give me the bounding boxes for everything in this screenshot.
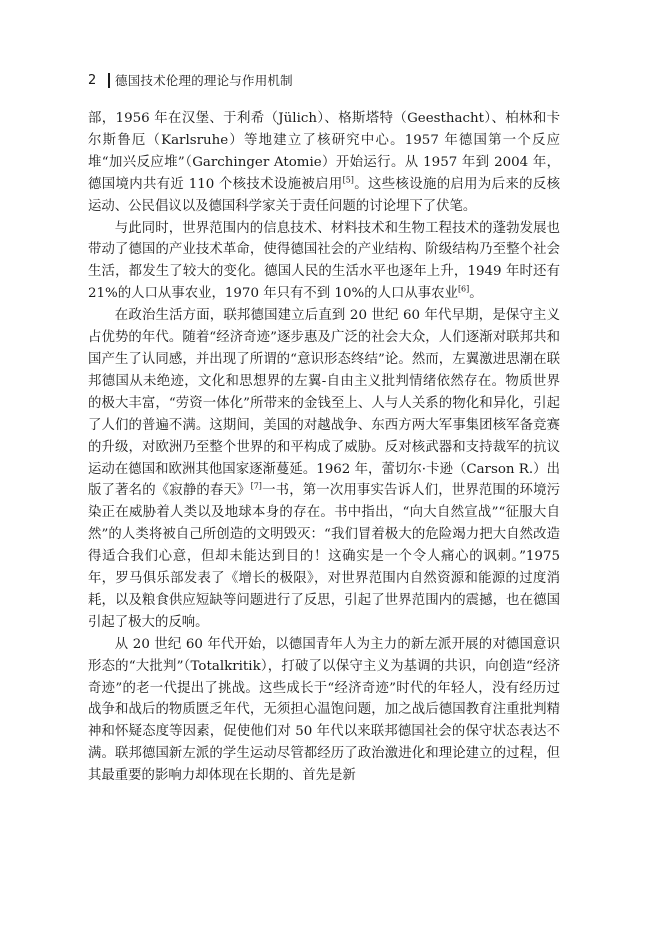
- header-divider: [108, 73, 110, 88]
- paragraph-text: 在政治生活方面，联邦德国建立后直到 20 世纪 60 年代早期，是保守主义占优势的年代。随着“经济奇迹”逐步惠及广泛的社会大众，人们逐渐对联邦共和国产生了认同感，并出现了所谓的“意识形态终结”论。然而，左翼激进思潮在联邦德国从未绝迹，文化和思想界的左翼-自由主义批判情绪依然存在。物质世界的极大丰富，“劳资一体化”所带来的金钱至上、人与人关系的物化和异化，引起了人们的普遍不满。这期间，美国的对越战争、东西方两大军事集团核军备竞赛的升级，对欧洲乃至整个世界的和平构成了威胁。反对核武器和支持裁军的抗议运动在德国和欧洲其他国家逐渐蔓延。1962 年，蕾切尔·卡逊（Carson R.）出版了著名的《寂静的春天》: [88, 308, 560, 499]
- page-number: 2: [88, 72, 97, 88]
- page-header: [88, 70, 293, 90]
- paragraph: [88, 305, 560, 634]
- paragraph-text: 一书，第一次用事实告诉人们，世界范围的环境污染正在威胁着人类以及地球本身的存在。书中指出，“向大自然宣战”“征服大自然”的人类将被自己所创造的文明毁灭：“我们冒着极大的危险竭力把大自然改造得适合我们心意，但却未能达到目的！这确实是一个令人痛心的讽刺。”1975 年，罗马俱乐部发表了《增长的极限》，对世界范围内自然资源和能源的过度消耗，以及粮食供应短缺等问题进行了反思，引起了世界范围内的震撼，也在德国引起了极大的反响。: [88, 483, 561, 630]
- paragraph-text: 。这些核设施的启用为后来的反核运动、公民倡议以及德国科学家关于责任问题的讨论埋下了伏笔。: [88, 176, 560, 214]
- paragraph: [88, 218, 560, 306]
- paragraph: [88, 108, 560, 218]
- paragraph-text: 与此同时，世界范围内的信息技术、材料技术和生物工程技术的蓬勃发展也带动了德国的产业技术革命，使得德国社会的产业结构、阶级结构乃至整个社会生活，都发生了较大的变化。德国人民的生活水平也逐年上升，1949 年时还有 21%的人口从事农业，1970 年只有不到 10%的人口从事农业: [88, 220, 560, 302]
- footnote-reference: [7]: [250, 481, 262, 491]
- footnote-reference: [6]: [457, 284, 470, 294]
- body-text: [88, 108, 560, 787]
- paragraph-text: 。: [469, 286, 483, 302]
- paragraph: [88, 634, 560, 787]
- footnote-reference: [5]: [342, 175, 354, 185]
- paragraph-text: 部，1956 年在汉堡、于利希（Jülich）、格斯塔特（Geesthacht）、柏林和卡尔斯鲁厄（Karlsruhe）等地建立了核研究中心。1957 年德国第一个反应堆“加兴反应堆”（Garchinger Atomie）开始运行。从 1957 年到 2004 年，德国境内共有近 110 个核技术设施被启用: [88, 111, 560, 192]
- running-title: 德国技术伦理的理论与作用机制: [115, 73, 293, 88]
- paragraph-text: 从 20 世纪 60 年代开始，以德国青年人为主力的新左派开展的对德国意识形态的“大批判”（Totalkritik），打破了以保守主义为基调的共识，向创造“经济奇迹”的老一代提出了挑战。这些成长于“经济奇迹”时代的年轻人，没有经历过战争和战后的物质匮乏年代，无须担心温饱问题，加之战后德国教育注重批判精神和怀疑态度等因素，促使他们对 50 年代以来联邦德国社会的保守状态表达不满。联邦德国新左派的学生运动尽管都经历了政治激进化和理论建立的过程，但其最重要的影响力却体现在长期的、首先是新: [88, 636, 560, 784]
